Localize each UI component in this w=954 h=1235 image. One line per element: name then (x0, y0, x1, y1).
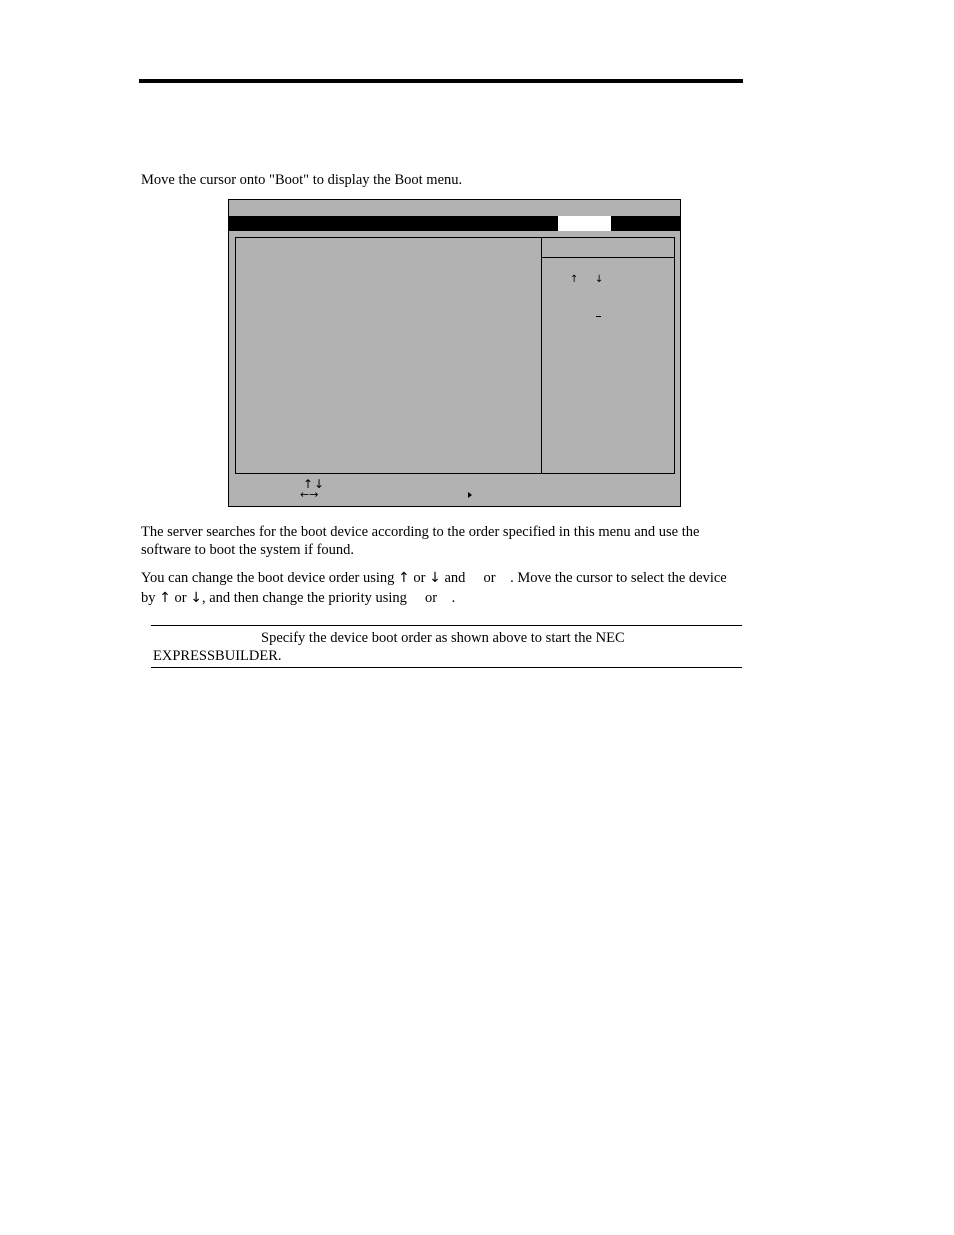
bios-menu-boot-selected[interactable] (558, 216, 611, 231)
bios-menu-bar (229, 216, 680, 231)
arrow-up-icon: ↑ (398, 570, 410, 586)
arrow-down-icon: ↓ (429, 570, 441, 586)
instr-text-1c: and or . Move the cursor to select the device (440, 570, 727, 586)
bios-help-header-divider (542, 257, 674, 258)
instr-text-2b: or (170, 590, 191, 606)
change-order-instructions-line2 (141, 589, 455, 607)
instr-text-1b: or (409, 570, 430, 586)
arrow-up-icon: ↑ (570, 274, 579, 285)
footer-left-right-arrows-icon: ←→ (300, 488, 319, 501)
instr-text-1a: You can change the boot device order using (141, 570, 399, 586)
bios-title-bar (229, 200, 680, 216)
boot-order-description-line1: The server searches for the boot device according to the order specified in this menu and use the (141, 524, 700, 540)
footer-up-down-arrows-icon: ↑↓ (303, 477, 326, 491)
arrow-down-icon: ↓ (595, 274, 604, 285)
arrow-up-icon: ↑ (159, 590, 171, 606)
change-order-instructions-line1 (141, 569, 727, 587)
header-rule (139, 79, 743, 83)
intro-text: Move the cursor onto "Boot" to display the Boot menu. (141, 172, 463, 188)
bios-item-help-panel (541, 237, 675, 474)
submenu-pointer-icon (468, 492, 472, 498)
important-note (151, 625, 742, 668)
instr-text-2c: , and then change the priority using or . (201, 590, 456, 606)
note-text-line2: EXPRESSBUILDER. (153, 648, 282, 664)
boot-order-description-line2: software to boot the system if found. (141, 542, 355, 558)
instr-text-2a: by (141, 590, 160, 606)
bios-boot-device-list (235, 237, 542, 474)
arrow-down-icon: ↓ (190, 590, 202, 606)
help-dash-mark (596, 316, 601, 317)
bios-boot-menu-screen (228, 199, 681, 507)
note-text-line1: Specify the device boot order as shown above to start the NEC (261, 630, 625, 646)
